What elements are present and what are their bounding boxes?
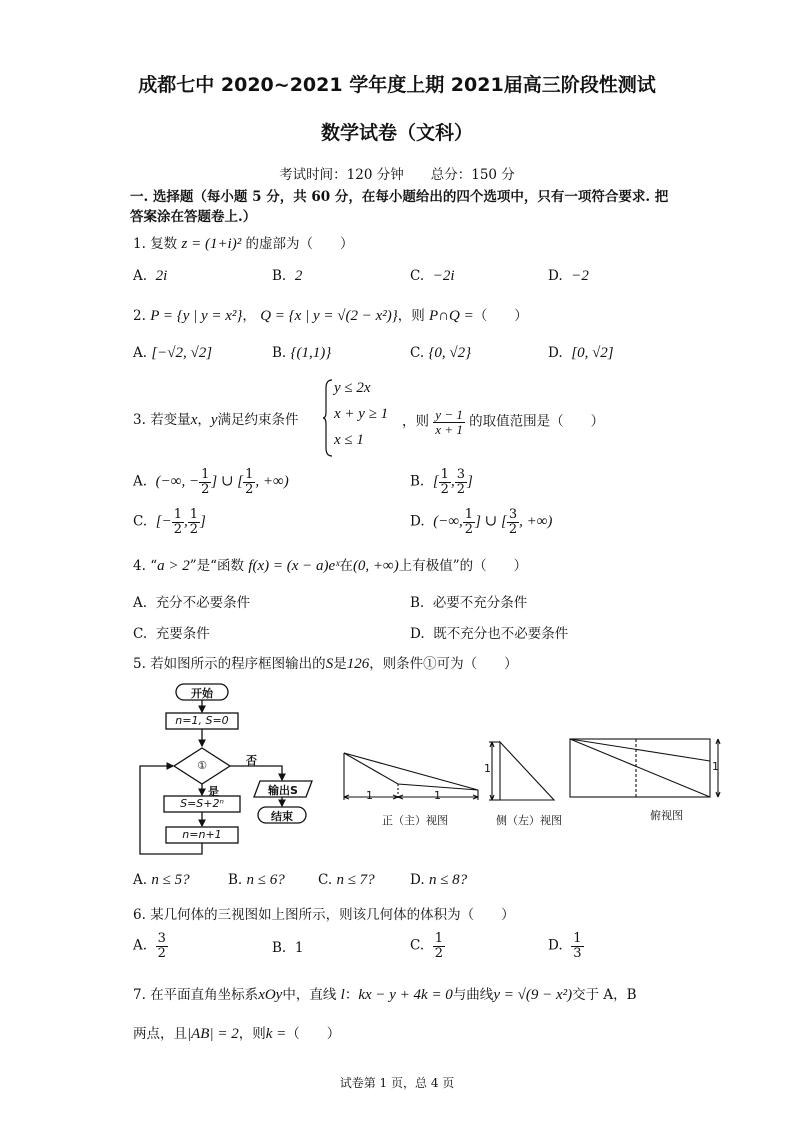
flowchart (130, 680, 330, 860)
side-dim: 1 (484, 762, 491, 775)
q6-option-b: B. 1 (272, 940, 304, 956)
q3-fraction: $\frac{y - 1}{x + 1}$ (435, 407, 463, 437)
flow-end-label: 结束 (271, 810, 293, 823)
question-3-prefix: 3. 若变量x，y满足约束条件 (133, 412, 299, 428)
q2-option-a: A. [−√2, √2] (133, 345, 213, 361)
q3-option-c: C. [− $\frac{1}{2}$ , $\frac{1}{2}$ ] (133, 507, 206, 537)
question-6: 6. 某几何体的三视图如上图所示，则该几何体的体积为（ ） (133, 907, 515, 923)
question-5: 5. 若如图所示的程序框图输出的S是126，则条件①可为（ ） (133, 656, 518, 672)
q5-option-a: A. n ≤ 5? (133, 872, 190, 888)
q2-option-b: B. {(1,1)} (272, 345, 332, 361)
top-dim: 1 (712, 760, 719, 773)
flow-update-s-label: S=S+2ⁿ (180, 797, 224, 810)
question-7-cont: 两点，且|AB| = 2，则k =（ ） (133, 1026, 341, 1042)
constraint-2: x + y ≥ 1 (334, 406, 389, 422)
q3-option-a: A. (−∞, − $\frac{1}{2}$ ] ∪ [ $\frac{1}{2}$ , +∞) (133, 467, 289, 497)
flow-update-n-label: n=n+1 (182, 828, 222, 841)
question-2: 2. P = {y | y = x²}， Q = {x | y = √(2 − x²)}，则 P∩Q =（ ） (133, 308, 528, 324)
flow-cond-label: ① (197, 759, 207, 772)
front-dim-1: 1 (366, 789, 373, 802)
q3-option-b: B. [ $\frac{1}{2}$ , $\frac{3}{2}$ ] (410, 467, 473, 497)
page-footer: 试卷第 1 页，总 4 页 (339, 1076, 455, 1090)
q2-option-c: C. {0, √2} (410, 345, 472, 361)
constraint-1: y ≤ 2x (334, 380, 371, 396)
q1-option-c: C. −2i (410, 268, 455, 284)
q4-option-c: C. 充要条件 (133, 626, 210, 642)
top-view (566, 735, 726, 827)
question-3-suffix: ，则 $\frac{y - 1}{x + 1}$ 的取值范围是（ ） (402, 407, 605, 437)
q1-option-b: B. 2 (272, 268, 303, 284)
q1-option-a: A. 2i (133, 268, 168, 284)
section-heading-cont: 答案涂在答题卷上.） (130, 209, 257, 225)
flow-yes-label: 是 (208, 785, 219, 798)
constraint-3: x ≤ 1 (334, 432, 364, 448)
q5-option-b: B. n ≤ 6? (228, 872, 285, 888)
front-view (338, 745, 484, 825)
section-heading: 一. 选择题（每小题 5 分，共 60 分，在每小题给出的四个选项中，只有一项符合要求. 把 (130, 189, 669, 205)
side-view-label: 侧（左）视图 (496, 814, 562, 827)
top-view-label: 俯视图 (650, 809, 683, 822)
constraint-brace (323, 378, 333, 458)
flow-init-label: n=1, S=0 (175, 714, 229, 727)
q4-option-a: A. 充分不必要条件 (133, 595, 251, 611)
question-7: 7. 在平面直角坐标系xOy中，直线 l：kx − y + 4k = 0与曲线y = √(9 − x²)交于 A，B (133, 987, 637, 1003)
page-title: 成都七中 2020~2021 学年度上期 2021届高三阶段性测试 (138, 74, 656, 96)
q4-option-b: B. 必要不充分条件 (410, 595, 528, 611)
q6-option-d: D. $\frac{1}{3}$ (548, 931, 582, 961)
flow-no-label: 否 (246, 754, 257, 767)
page-subtitle: 数学试卷（文科） (320, 122, 473, 144)
question-4: 4. “a > 2”是“函数 f(x) = (x − a)eˣ在(0, +∞)上有极值”的（ ） (133, 558, 528, 574)
q5-option-d: D. n ≤ 8? (410, 872, 468, 888)
q1-option-d: D. −2 (548, 268, 589, 284)
question-1: 1. 复数 z = (1+i)² 的虚部为（ ） (133, 236, 354, 252)
q4-option-d: D. 既不充分也不必要条件 (410, 626, 569, 642)
side-view (484, 738, 564, 828)
flow-output-label: 输出S (268, 784, 298, 797)
exam-info: 考试时间：120 分钟 总分：150 分 (279, 167, 515, 183)
q5-option-c: C. n ≤ 7? (318, 872, 375, 888)
flow-start-label: 开始 (191, 687, 213, 700)
q6-option-a: A. $\frac{3}{2}$ (133, 931, 166, 961)
front-view-label: 正（主）视图 (382, 814, 448, 827)
q2-option-d: D. [0, √2] (548, 345, 614, 361)
q3-option-d: D. (−∞, $\frac{1}{2}$ ] ∪ [ $\frac{3}{2}$ , +∞) (410, 507, 553, 537)
front-dim-2: 1 (434, 789, 441, 802)
q6-option-c: C. $\frac{1}{2}$ (410, 931, 444, 961)
